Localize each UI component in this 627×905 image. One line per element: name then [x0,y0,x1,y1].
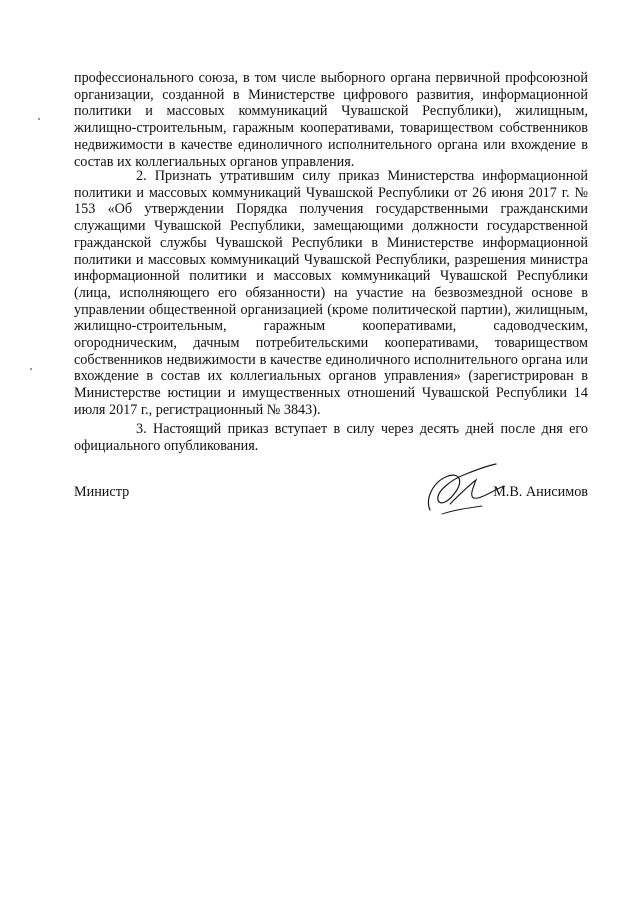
paragraph-3: 3. Настоящий приказ вступает в силу через десять дней после дня его официального опубликования. [74,421,588,454]
signer-name: М.В. Анисимов [493,484,588,500]
paragraph-2: 2. Признать утратившим силу приказ Министерства информационной политики и массовых коммуникаций Чувашской Республики от 26 июня 2017 г. № 153 «Об утверждении Порядка получения государственными гражданскими служащими Чувашской Республики, замещающими должности государственной гражданской службы Чувашской Республики в Министерстве информационной политики и массовых коммуникаций Чувашской Республики, разрешения министра информационной политики и массовых коммуникаций Чувашской Республики (лица, исполняющего его обязанности) на участие на безвозмездной основе в управлении общественной организацией (кроме политической партии), жилищным, жилищно-строительным, гаражным кооперативами, садоводческим, огородническим, дачным потребительскими кооперативами, товариществом собственников недвижимости в качестве единоличного исполнительного органа или вхождение в состав их коллегиальных органов управления» (зарегистрирован в Министерстве юстиции и имущественных отношений Чувашской Республики 14 июля 2017 г., регистрационный № 3843). [74,168,588,418]
scan-speck [30,368,32,370]
signature-block [74,484,588,524]
scan-speck [38,118,40,120]
paragraph-continuation: профессионального союза, в том числе выборного органа первичной профсоюзной организации, созданной в Министерстве цифрового развития, информационной политики и массовых коммуникаций Чувашской Республики), жилищным, жилищно-строительным, гаражным кооперативами, товариществом собственников недвижимости в качестве единоличного исполнительного органа или вхождение в состав их коллегиальных органов управления. [74,70,588,170]
handwritten-signature [420,460,510,520]
minister-label: Министр [74,484,130,500]
